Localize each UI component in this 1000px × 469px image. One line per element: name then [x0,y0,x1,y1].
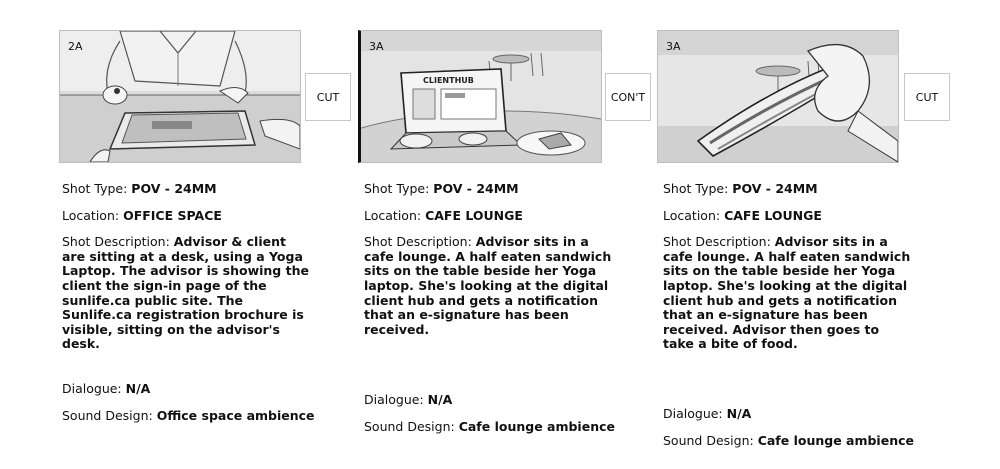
shot-number: 3A [369,40,384,53]
sound-design: Sound Design: Cafe lounge ambience [364,419,615,434]
shot-number: 3A [666,40,681,53]
storyboard-frame-3a [358,30,602,163]
storyboard-frame-2a [59,30,301,163]
dialogue: Dialogue: N/A [663,406,752,421]
sketch-office-desk [60,31,300,162]
storyboard-frame-3a-bite [657,30,899,163]
shot-details-2a [62,182,312,364]
screen-logo: CLIENTHUB [423,76,474,85]
sound-design: Sound Design: Cafe lounge ambience [663,433,914,448]
transition-label: CUT [904,73,950,121]
sketch-cafe-laptop [361,31,601,162]
dialogue: Dialogue: N/A [364,392,453,407]
shot-type: Shot Type: POV - 24MM [364,181,519,196]
transition-label: CON'T [605,73,651,121]
shot-type: Shot Type: POV - 24MM [663,181,818,196]
shot-description: Shot Description: Advisor sits in a cafe lounge. A half eaten sandwich sits on the table beside her Yoga laptop. She's looking at the digital client hub and gets a notification that an e-signature has been received. Advisor then goes to take a bite of food. [663,234,911,352]
shot-type: Shot Type: POV - 24MM [62,181,217,196]
shot-details-3a [364,182,614,349]
dialogue: Dialogue: N/A [62,381,151,396]
shot-number: 2A [68,40,83,53]
shot-description: Shot Description: Advisor & client are sitting at a desk, using a Yoga Laptop. The advisor is showing the client the sign-in page of the sunlife.ca public site. The Sunlife.ca registration brochure is visible, sitting on the advisor's desk. [62,234,309,352]
sketch-sandwich-closeup [658,31,898,162]
shot-details-3a-bite [663,182,913,364]
sound-design: Sound Design: Office space ambience [62,408,315,423]
location: Location: CAFE LOUNGE [364,207,523,223]
shot-description: Shot Description: Advisor sits in a cafe lounge. A half eaten sandwich sits on the table beside her Yoga laptop. She's looking at the digital client hub and gets a notification that an e-signature has been received. [364,234,612,337]
location: Location: CAFE LOUNGE [663,207,822,223]
transition-label: CUT [305,73,351,121]
location: Location: OFFICE SPACE [62,207,222,223]
